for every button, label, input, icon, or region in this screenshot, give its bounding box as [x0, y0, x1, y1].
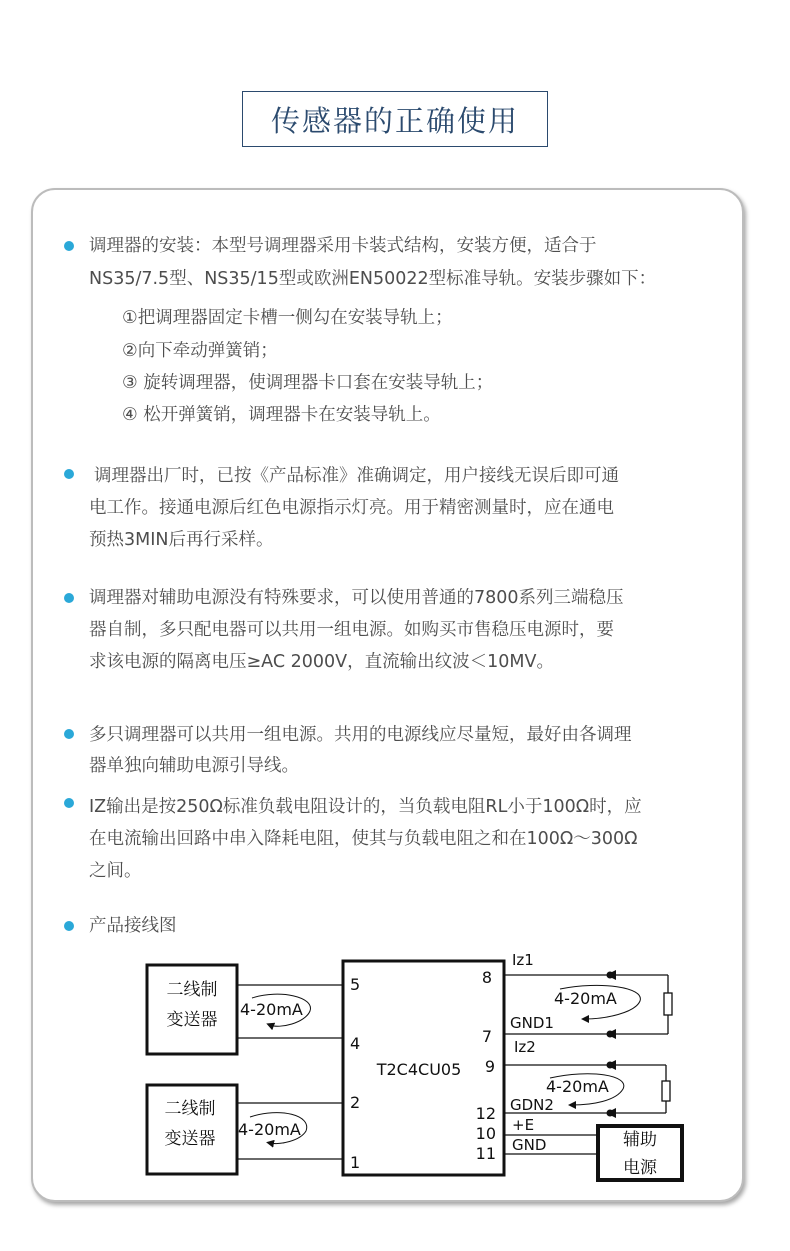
pin-2: 2 — [350, 1093, 361, 1112]
transmitter-1-line1: 二线制 — [166, 980, 218, 1000]
title-box — [242, 91, 548, 147]
section1-line: NS35/7.5型、NS35/15型或欧洲EN50022型标准导轨。安装步骤如下： — [89, 269, 657, 289]
pin-10: 10 — [475, 1124, 496, 1143]
signal-gnd: GND — [512, 1136, 547, 1154]
section5-line: IZ输出是按250Ω标准负载电阻设计的，当负载电阻RL小于100Ω时，应 — [89, 797, 642, 817]
install-step: ③ 旋转调理器，使调理器卡口套在安装导轨上； — [122, 373, 494, 393]
section5-line: 在电流输出回路中串入降耗电阻，使其与负载电阻之和在100Ω～300Ω — [89, 829, 638, 849]
pin-1: 1 — [350, 1153, 361, 1172]
wiring-diagram — [140, 945, 700, 1194]
section2-line: 电工作。接通电源后红色电源指示灯亮。用于精密测量时，应在通电 — [89, 498, 614, 518]
signal-gdn2: GDN2 — [510, 1096, 554, 1114]
section2-line: 调理器出厂时，已按《产品标准》准确调定，用户接线无误后即可通 — [94, 466, 619, 486]
aux-power-line1: 辅助 — [623, 1130, 657, 1150]
aux-power-line2: 电源 — [623, 1158, 657, 1178]
section3-line: 器自制，多只配电器可以共用一组电源。如购买市售稳压电源时，要 — [89, 620, 614, 640]
bullet-icon — [64, 921, 74, 931]
current-label-4: 4-20mA — [546, 1077, 609, 1096]
pin-9: 9 — [484, 1057, 495, 1076]
section3-line: 求该电源的隔离电压≥AC 2000V，直流输出纹波＜10MV。 — [89, 652, 554, 672]
current-label-1: 4-20mA — [240, 1000, 303, 1019]
bullet-icon — [64, 729, 74, 739]
pin-7: 7 — [481, 1027, 492, 1046]
current-label-3: 4-20mA — [554, 989, 617, 1008]
transmitter-2-line2: 变送器 — [164, 1129, 216, 1149]
signal-gnd1: GND1 — [510, 1014, 554, 1032]
wiring-diagram-label: 产品接线图 — [89, 916, 177, 936]
section4-line: 多只调理器可以共用一组电源。共用的电源线应尽量短，最好由各调理 — [89, 725, 632, 745]
pin-8: 8 — [481, 968, 492, 987]
module-model: T2C4CU05 — [376, 1060, 462, 1079]
pin-12: 12 — [475, 1104, 496, 1123]
section1-line: 调理器的安装：本型号调理器采用卡装式结构，安装方便，适合于 — [89, 236, 597, 256]
install-step: ①把调理器固定卡槽一侧勾在安装导轨上； — [122, 308, 453, 328]
wiring-diagram-svg — [140, 945, 700, 1190]
bullet-icon — [64, 798, 74, 808]
transmitter-1-line2: 变送器 — [166, 1010, 218, 1030]
pin-11: 11 — [475, 1144, 496, 1163]
section5-line: 之间。 — [89, 861, 142, 881]
signal-iz2: Iz2 — [514, 1038, 536, 1056]
section4-line: 器单独向辅助电源引导线。 — [89, 756, 299, 776]
signal-plus-e: +E — [512, 1116, 535, 1134]
section3-line: 调理器对辅助电源没有特殊要求，可以使用普通的7800系列三端稳压 — [89, 588, 624, 608]
install-step: ④ 松开弹簧销，调理器卡在安装导轨上。 — [122, 405, 441, 425]
pin-4: 4 — [350, 1034, 361, 1053]
bullet-icon — [64, 593, 74, 603]
signal-iz1: Iz1 — [512, 951, 534, 969]
current-label-2: 4-20mA — [238, 1120, 301, 1139]
install-step: ②向下牵动弹簧销； — [122, 341, 278, 361]
bullet-icon — [64, 241, 74, 251]
section2-line: 预热3MIN后再行采样。 — [89, 530, 274, 550]
page-title: 传感器的正确使用 — [270, 103, 519, 138]
transmitter-2-line1: 二线制 — [164, 1099, 216, 1119]
bullet-icon — [64, 469, 74, 479]
pin-5: 5 — [350, 975, 361, 994]
